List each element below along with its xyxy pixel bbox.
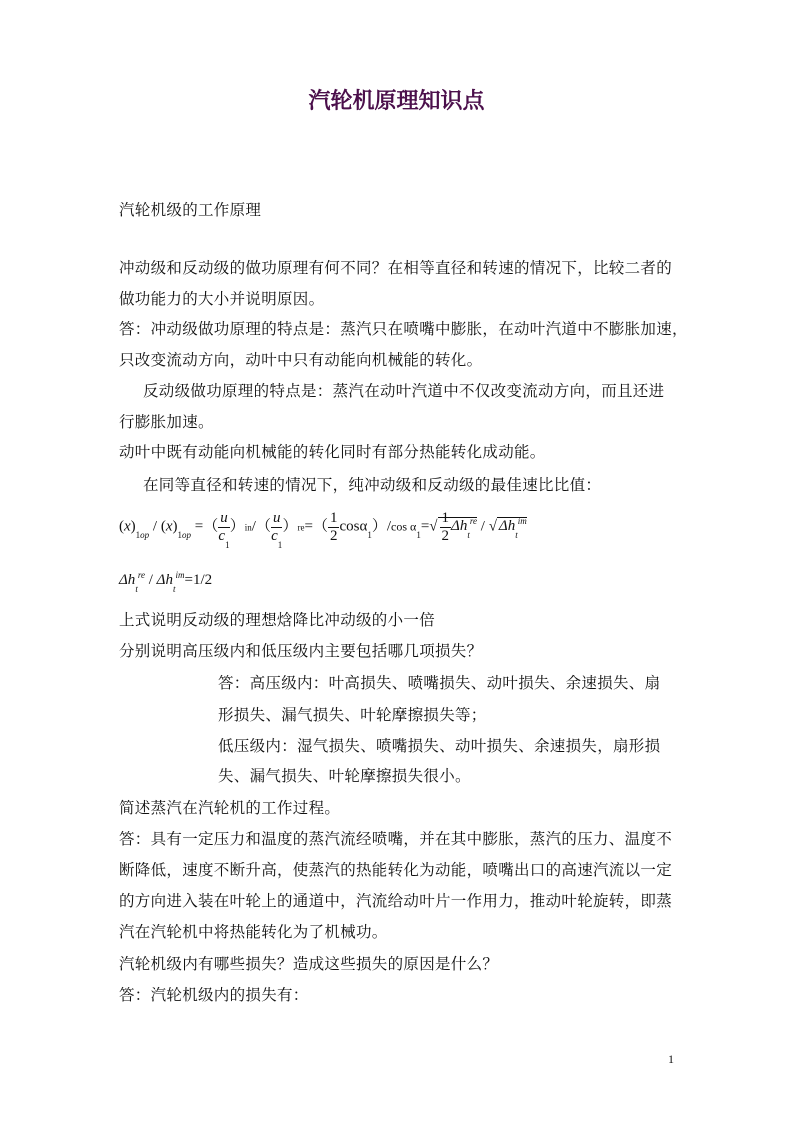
answer-text: 答：具有一定压力和温度的蒸汽流经喷嘴，并在其中膨胀，蒸汽的压力、温度不 [119, 830, 673, 848]
document-title: 汽轮机原理知识点 [308, 89, 485, 114]
enthalpy-ratio-formula: $\Delta h_t^{re} / \Delta h_t^{im}=1/2$ [119, 570, 213, 594]
answer-text: 答：汽轮机级内的损失有： [119, 986, 309, 1004]
velocity-ratio-formula: $(x)_{1op} / (x)_{1op}$ =（ $\frac{u}{c_1}$ ）in/（ $\frac{u}{c_1}$ ）re=（ $\frac{1}{2}$ cosα$_1$）/cos $\alpha_1=√$ $\frac{1}{2}$ $\Delta h_t^{re}$ / √ $\Delta h_t^{im}$ [119, 510, 527, 550]
answer-text: 失、漏气损失、叶轮摩擦损失很小。 [218, 767, 471, 785]
question-text: 简述蒸汽在汽轮机的工作过程。 [119, 799, 341, 817]
answer-text: 低压级内：湿气损失、喷嘴损失、动叶损失、余速损失，扇形损 [218, 737, 661, 755]
page-number: 1 [668, 1052, 674, 1066]
answer-text: 形损失、漏气损失、叶轮摩擦损失等； [218, 706, 487, 724]
question-text: 分别说明高压级内和低压级内主要包括哪几项损失？ [119, 642, 483, 660]
answer-text: 反动级做功原理的特点是：蒸汽在动叶汽道中不仅改变流动方向，而且还进 [143, 382, 665, 400]
answer-text: 上式说明反动级的理想焓降比冲动级的小一倍 [119, 611, 436, 629]
answer-text: 答：高压级内：叶高损失、喷嘴损失、动叶损失、余速损失、扇 [218, 674, 661, 692]
question-text: 做功能力的大小并说明原因。 [119, 290, 325, 308]
answer-text: 在同等直径和转速的情况下，纯冲动级和反动级的最佳速比比值： [143, 476, 602, 494]
answer-text: 汽在汽轮机中将热能转化为了机械功。 [119, 923, 388, 941]
answer-text: 动叶中既有动能向机械能的转化同时有部分热能转化成动能。 [119, 443, 546, 461]
answer-text: 行膨胀加速。 [119, 413, 214, 431]
answer-text: 只改变流动方向，动叶中只有动能向机械能的转化。 [119, 351, 483, 369]
answer-text: 断降低，速度不断升高，使蒸汽的热能转化为动能，喷嘴出口的高速汽流以一定 [119, 861, 673, 879]
question-text: 汽轮机级内有哪些损失？造成这些损失的原因是什么？ [119, 955, 499, 973]
question-text: 冲动级和反动级的做功原理有何不同？在相等直径和转速的情况下，比较二者的 [119, 259, 673, 277]
section-heading: 汽轮机级的工作原理 [119, 201, 262, 219]
answer-text: 答：冲动级做功原理的特点是：蒸汽只在喷嘴中膨胀，在动叶汽道中不膨胀加速， [119, 320, 688, 338]
answer-text: 的方向进入装在叶轮上的通道中，汽流给动叶片一作用力，推动叶轮旋转，即蒸 [119, 892, 673, 910]
